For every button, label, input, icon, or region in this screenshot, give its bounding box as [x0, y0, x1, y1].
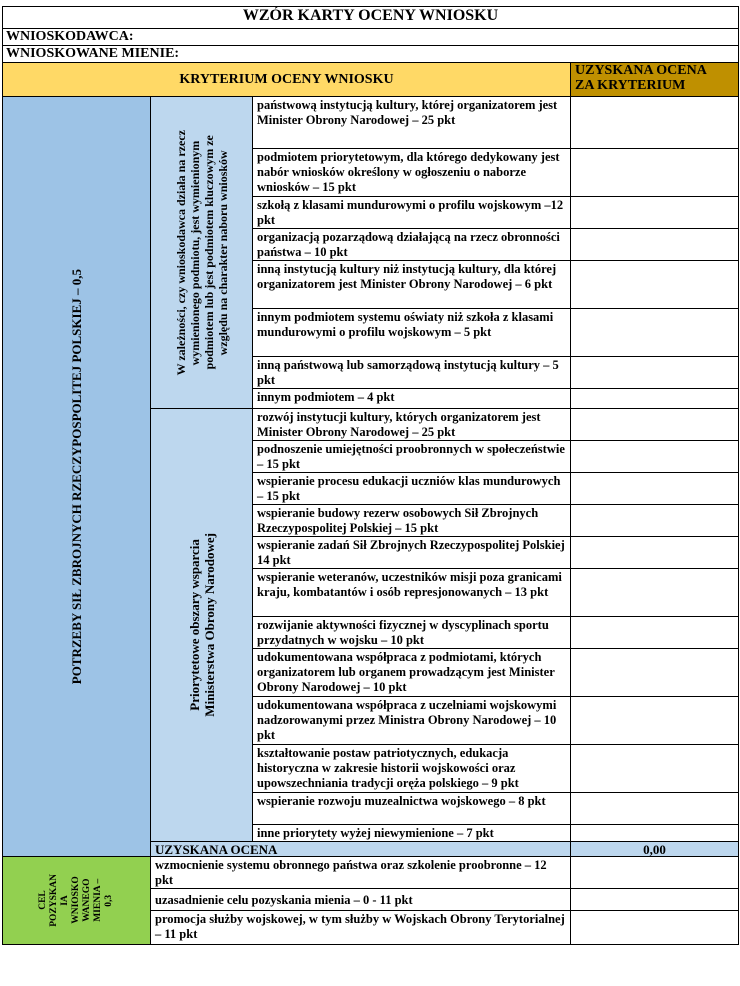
criterion-cell: wspieranie rozwoju muzealnictwa wojskowego – 8 pkt: [253, 793, 571, 825]
criterion-cell: uzasadnienie celu pozyskania mienia – 0 - 11 pkt: [151, 889, 571, 911]
applicant-label: WNIOSKODAWCA:: [3, 29, 739, 46]
score-input-cell[interactable]: [571, 473, 739, 505]
score-header-text: UZYSKANA OCENA ZA KRYTERIUM: [575, 63, 707, 93]
criterion-cell: wzmocnienie systemu obronnego państwa oraz szkolenie proobronne – 12 pkt: [151, 857, 571, 889]
score-input-cell[interactable]: [571, 649, 739, 697]
criterion-cell: wspieranie zadań Sił Zbrojnych Rzeczypospolitej Polskiej 14 pkt: [253, 537, 571, 569]
score-input-cell[interactable]: [571, 857, 739, 889]
score-input-cell[interactable]: [571, 97, 739, 149]
evaluation-table: [2, 6, 739, 945]
criterion-cell: kształtowanie postaw patriotycznych, edukacja historyczna w zakresie historii wojskowości oraz upowszechniania tradycji oręża polskiego – 9 pkt: [253, 745, 571, 793]
criterion-cell: inną instytucją kultury niż instytucją kultury, dla której organizatorem jest Minister Obrony Narodowej – 6 pkt: [253, 261, 571, 309]
criterion-cell: wspieranie weteranów, uczestników misji poza granicami kraju, kombatantów i osób represjonowanych – 13 pkt: [253, 569, 571, 617]
score-input-cell[interactable]: [571, 569, 739, 617]
form-title: WZÓR KARTY OCENY WNIOSKU: [3, 7, 739, 29]
criterion-cell: inną państwową lub samorządową instytucją kultury – 5 pkt: [253, 357, 571, 389]
property-label: WNIOSKOWANE MIENIE:: [3, 46, 739, 63]
criterion-cell: innym podmiotem – 4 pkt: [253, 389, 571, 409]
score-input-cell[interactable]: [571, 793, 739, 825]
score-input-cell[interactable]: [571, 149, 739, 197]
sum-value: 0,00: [571, 842, 739, 857]
criterion-cell: inne priorytety wyżej niewymienione – 7 pkt: [253, 825, 571, 842]
group1-label: [151, 97, 253, 409]
score-input-cell[interactable]: [571, 537, 739, 569]
score-input-cell[interactable]: [571, 505, 739, 537]
criterion-cell: wspieranie budowy rezerw osobowych Sił Zbrojnych Rzeczypospolitej Polskiej – 15 pkt: [253, 505, 571, 537]
criterion-cell: rozwijanie aktywności fizycznej w dyscyplinach sportu przydatnych w wojsku – 10 pkt: [253, 617, 571, 649]
criterion-cell: udokumentowana współpraca z podmiotami, których organizatorem lub organem prowadzącym jest Minister Obrony Narodowej – 10 pkt: [253, 649, 571, 697]
score-input-cell[interactable]: [571, 229, 739, 261]
sum-label: UZYSKANA OCENA: [151, 842, 571, 857]
goal-section-text: CEL POZYSKAN IA WNIOSKO WANEGO MIENIA – 0,3: [38, 874, 114, 927]
score-input-cell[interactable]: [571, 441, 739, 473]
score-input-cell[interactable]: [571, 745, 739, 793]
group2-label: [151, 409, 253, 842]
criterion-cell: szkołą z klasami mundurowymi o profilu wojskowym –12 pkt: [253, 197, 571, 229]
score-input-cell[interactable]: [571, 825, 739, 842]
criterion-cell: innym podmiotem systemu oświaty niż szkoła z klasami mundurowymi o profilu wojskowym – 5 pkt: [253, 309, 571, 357]
criterion-cell: państwową instytucją kultury, której organizatorem jest Minister Obrony Narodowej – 25 pkt: [253, 97, 571, 149]
needs-section-text: POTRZEBY SIŁ ZBROJNYCH RZECZYPOSPOLITEJ POLSKIEJ – 0,5: [69, 268, 84, 685]
criterion-cell: udokumentowana współpraca z uczelniami wojskowymi nadzorowanymi przez Ministra Obrony Narodowej – 10 pkt: [253, 697, 571, 745]
score-input-cell[interactable]: [571, 889, 739, 911]
score-input-cell[interactable]: [571, 357, 739, 389]
goal-section-label: [3, 857, 151, 945]
score-input-cell[interactable]: [571, 261, 739, 309]
criterion-cell: promocja służby wojskowej, w tym służby w Wojskach Obrony Terytorialnej – 11 pkt: [151, 911, 571, 945]
criterion-header: KRYTERIUM OCENY WNIOSKU: [3, 63, 571, 97]
group1-text: W zależności, czy wnioskodawca działa na rzecz wymienionego podmiotu, jest wymienionym podmiotem lub jest podmiotem kluczowym ze względu na charakter naboru wniosków: [173, 129, 230, 376]
criterion-cell: organizacją pozarządową działającą na rzecz obronności państwa – 10 pkt: [253, 229, 571, 261]
criterion-cell: podmiotem priorytetowym, dla którego dedykowany jest nabór wniosków określony w ogłoszeniu o naborze wniosków – 15 pkt: [253, 149, 571, 197]
score-input-cell[interactable]: [571, 911, 739, 945]
needs-section-label: [3, 97, 151, 857]
score-input-cell[interactable]: [571, 409, 739, 441]
score-input-cell[interactable]: [571, 309, 739, 357]
score-input-cell[interactable]: [571, 389, 739, 409]
score-input-cell[interactable]: [571, 197, 739, 229]
score-input-cell[interactable]: [571, 697, 739, 745]
criterion-cell: rozwój instytucji kultury, których organizatorem jest Minister Obrony Narodowej – 25 pkt: [253, 409, 571, 441]
criterion-cell: wspieranie procesu edukacji uczniów klas mundurowych – 15 pkt: [253, 473, 571, 505]
group2-text: Priorytetowe obszary wsparcia Ministerstwa Obrony Narodowej: [186, 533, 217, 717]
criterion-cell: podnoszenie umiejętności proobronnych w społeczeństwie – 15 pkt: [253, 441, 571, 473]
score-header: [571, 63, 739, 97]
score-input-cell[interactable]: [571, 617, 739, 649]
